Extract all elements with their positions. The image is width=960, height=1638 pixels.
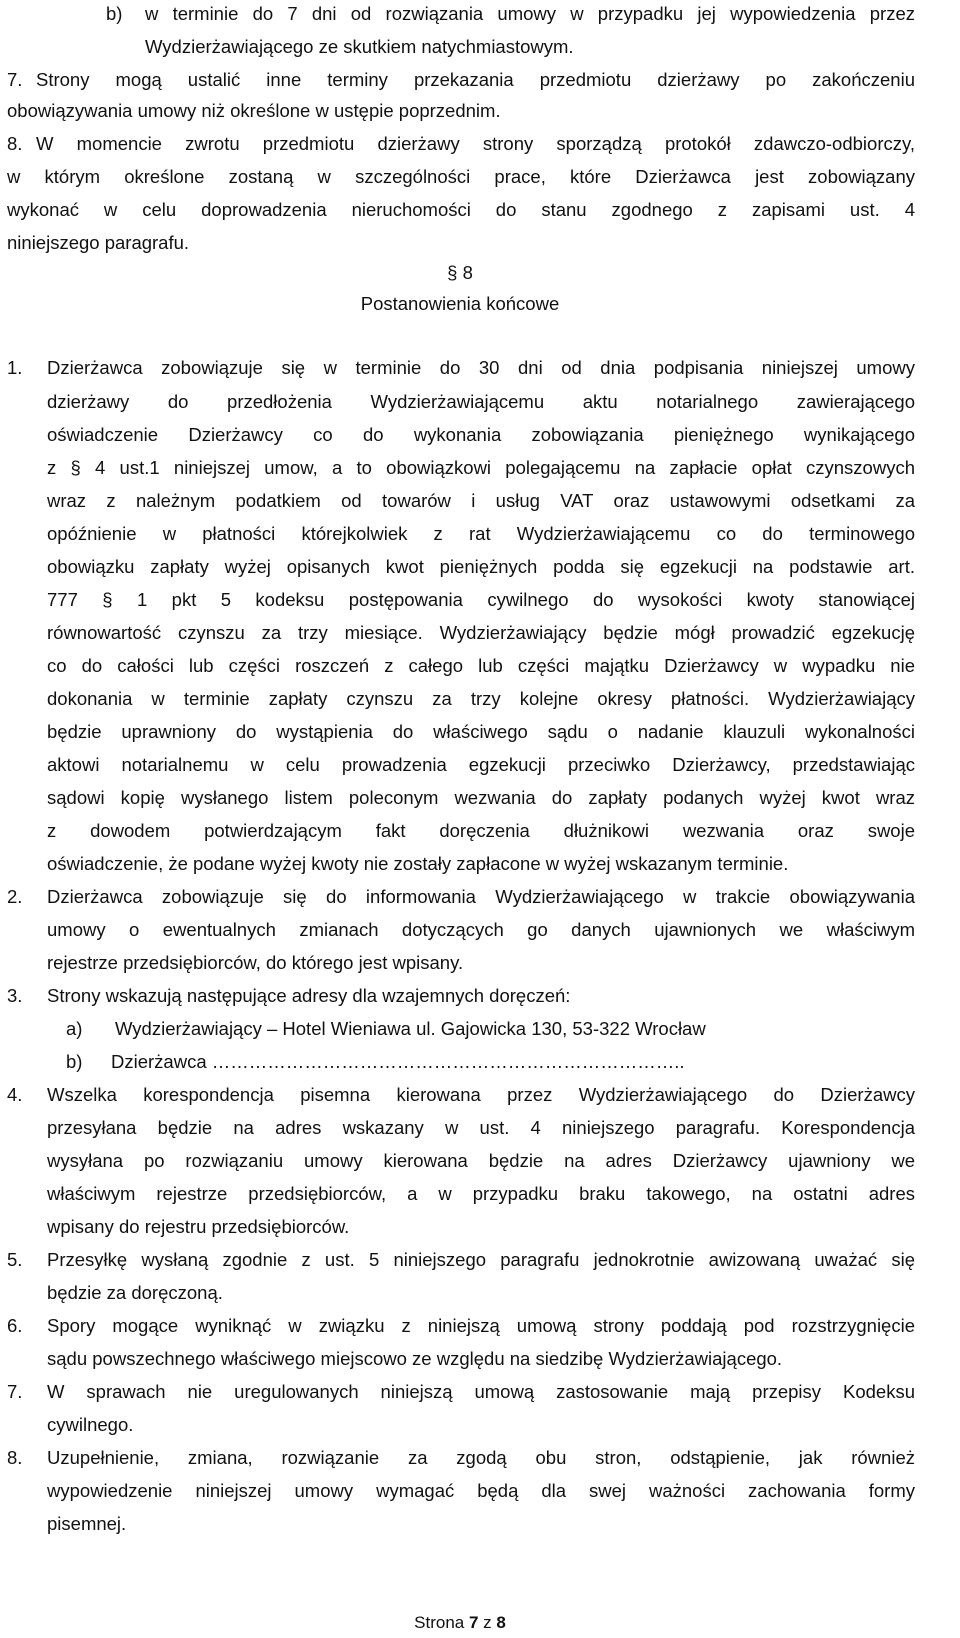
paragraph-line: równowartość czynszu za trzy miesiące. Wydzierżawiający będzie mógł prowadzić egzekucję — [47, 622, 915, 643]
paragraph-line: z § 4 ust.1 niniejszej umow, a to obowiązkowi polegającemu na zapłacie opłat czynszowych — [47, 457, 915, 478]
footer-prefix: Strona — [414, 1613, 469, 1632]
paragraph-line: Wszelka korespondencja pisemna kierowana przez Wydzierżawiającego do Dzierżawcy — [47, 1084, 915, 1105]
list-marker: 2. — [7, 886, 23, 907]
paragraph-line: Dzierżawca zobowiązuje się w terminie do 30 dni od dnia podpisania niniejszej umowy — [47, 357, 915, 378]
paragraph-line: dokonania w terminie zapłaty czynszu za trzy kolejne okresy płatności. Wydzierżawiający — [47, 688, 915, 709]
list-marker: 3. — [7, 985, 23, 1006]
paragraph-line: Strony wskazują następujące adresy dla wzajemnych doręczeń: — [47, 985, 571, 1006]
paragraph-line: 777 § 1 pkt 5 kodeksu postępowania cywilnego do wysokości kwoty stanowiącej — [47, 589, 915, 610]
paragraph-line: niniejszego paragrafu. — [7, 232, 190, 253]
paragraph-line: Przesyłkę wysłaną zgodnie z ust. 5 niniejszego paragrafu jednokrotnie awizowaną uważać się — [47, 1249, 915, 1270]
paragraph-line: sądu powszechnego właściwego miejscowo ze względu na siedzibę Wydzierżawiającego. — [47, 1348, 783, 1369]
paragraph-line: wykonać w celu doprowadzenia nieruchomości do stanu zgodnego z zapisami ust. 4 — [7, 199, 915, 220]
page-footer — [0, 1613, 920, 1633]
paragraph-line: wysyłana po rozwiązaniu umowy kierowana będzie na adres Dzierżawcy ujawniony we — [47, 1150, 915, 1171]
address-line: Dzierżawca ………………………………………………………………….. — [111, 1051, 685, 1072]
list-marker: 6. — [7, 1315, 23, 1336]
list-marker: b) — [106, 3, 123, 24]
paragraph-line: przesyłana będzie na adres wskazany w ust. 4 niniejszego paragrafu. Korespondencja — [47, 1117, 915, 1138]
paragraph-line: aktowi notarialnemu w celu prowadzenia egzekucji przeciwko Dzierżawcy, przedstawiając — [47, 754, 915, 775]
paragraph-line: oświadczenie Dzierżawcy co do wykonania zobowiązania pieniężnego wynikającego — [47, 424, 915, 445]
paragraph-line: W momencie zwrotu przedmiotu dzierżawy strony sporządzą protokół zdawczo-odbiorczy, — [36, 133, 915, 154]
paragraph-line: Strony mogą ustalić inne terminy przekazania przedmiotu dzierżawy po zakończeniu — [36, 69, 915, 90]
paragraph-line: umowy o ewentualnych zmianach dotyczących go danych ujawnionych we właściwym — [47, 919, 915, 940]
paragraph-line: wpisany do rejestru przedsiębiorców. — [47, 1216, 350, 1237]
paragraph-line: wypowiedzenie niniejszej umowy wymagać będą dla swej ważności zachowania formy — [47, 1480, 915, 1501]
paragraph-line: sądowi kopię wysłanego listem poleconym wezwania do zapłaty podanych wyżej kwot wraz — [47, 787, 915, 808]
paragraph-line: obowiązywania umowy niż określone w ustępie poprzednim. — [7, 100, 501, 121]
paragraph-line: pisemnej. — [47, 1513, 127, 1534]
paragraph-line: właściwym rejestrze przedsiębiorców, a w przypadku braku takowego, na ostatni adres — [47, 1183, 915, 1204]
list-marker: 4. — [7, 1084, 23, 1105]
paragraph-line: z dowodem potwierdzającym fakt doręczenia dłużnikowi wezwania oraz swoje — [47, 820, 915, 841]
list-marker: 8. — [7, 133, 23, 154]
section-number: § 8 — [447, 262, 473, 283]
list-marker: b) — [66, 1051, 83, 1072]
footer-page-number: 7 — [468, 1613, 479, 1632]
paragraph-line: będzie za doręczoną. — [47, 1282, 223, 1303]
footer-of: z — [478, 1613, 497, 1632]
paragraph-line: w terminie do 7 dni od rozwiązania umowy w przypadku jej wypowiedzenia przez — [145, 3, 915, 24]
paragraph-line: rejestrze przedsiębiorców, do którego jest wpisany. — [47, 952, 464, 973]
paragraph-line: w którym określone zostaną w szczególności prace, które Dzierżawca jest zobowiązany — [7, 166, 915, 187]
footer-page-total: 8 — [496, 1613, 506, 1632]
list-marker: 7. — [7, 69, 23, 90]
paragraph-line: cywilnego. — [47, 1414, 134, 1435]
list-marker: 5. — [7, 1249, 23, 1270]
paragraph-line: wraz z należnym podatkiem od towarów i usług VAT oraz ustawowymi odsetkami za — [47, 490, 915, 511]
paragraph-line: obowiązku zapłaty wyżej opisanych kwot pieniężnych podda się egzekucji na podstawie art. — [47, 556, 915, 577]
section-title: Postanowienia końcowe — [360, 293, 560, 314]
list-marker: 8. — [7, 1447, 23, 1468]
paragraph-line: Dzierżawca zobowiązuje się do informowania Wydzierżawiającego w trakcie obowiązywania — [47, 886, 915, 907]
paragraph-line: W sprawach nie uregulowanych niniejszą umową zastosowanie mają przepisy Kodeksu — [47, 1381, 915, 1402]
paragraph-line: Spory mogące wyniknąć w związku z niniejszą umową strony poddają pod rozstrzygnięcie — [47, 1315, 915, 1336]
list-marker: 7. — [7, 1381, 23, 1402]
list-marker: 1. — [7, 357, 23, 378]
paragraph-line: oświadczenie, że podane wyżej kwoty nie zostały zapłacone w wyżej wskazanym terminie. — [47, 853, 789, 874]
paragraph-line: Uzupełnienie, zmiana, rozwiązanie za zgodą obu stron, odstąpienie, jak również — [47, 1447, 915, 1468]
paragraph-line: opóźnienie w płatności którejkolwiek z rat Wydzierżawiającemu co do terminowego — [47, 523, 915, 544]
paragraph-line: dzierżawy do przedłożenia Wydzierżawiającemu aktu notarialnego zawierającego — [47, 391, 915, 412]
paragraph-line: Wydzierżawiającego ze skutkiem natychmiastowym. — [145, 36, 574, 57]
address-line: Wydzierżawiający – Hotel Wieniawa ul. Gajowicka 130, 53-322 Wrocław — [115, 1018, 706, 1039]
paragraph-line: co do całości lub części roszczeń z całego lub części majątku Dzierżawcy w wypadku nie — [47, 655, 915, 676]
paragraph-line: będzie uprawniony do wystąpienia do właściwego sądu o nadanie klauzuli wykonalności — [47, 721, 915, 742]
list-marker: a) — [66, 1018, 83, 1039]
